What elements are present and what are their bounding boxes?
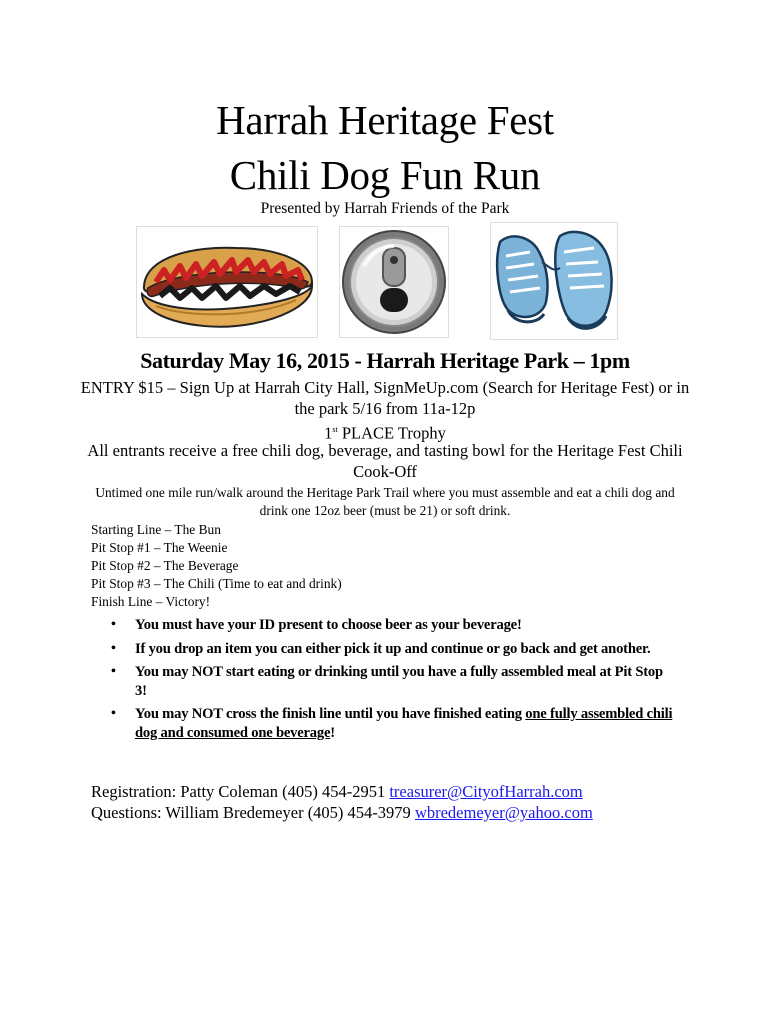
rule-item <box>108 663 678 700</box>
list-item: Pit Stop #3 – The Chili (Time to eat and drink) <box>91 576 342 591</box>
rule-text: If you drop an item you can either pick it up and continue or go back and get another. <box>135 640 651 657</box>
rule-item <box>108 616 678 635</box>
run-description: Untimed one mile run/walk around the Heritage Park Trail where you must assemble and eat a chili dog and drink one 12oz beer (must be 21) or soft drink. <box>95 485 675 518</box>
pit-stop-list <box>91 521 342 611</box>
list-item: Finish Line – Victory! <box>91 594 211 609</box>
trophy-place-number: 1 <box>324 423 333 443</box>
presented-by: Presented by Harrah Friends of the Park <box>260 200 510 217</box>
soda-can-icon <box>339 226 449 338</box>
bullet-icon: • <box>111 617 116 632</box>
rule-text: You may NOT cross the finish line until you have finished eating <box>135 706 526 722</box>
entry-info: ENTRY $15 – Sign Up at Harrah City Hall, SignMeUp.com (Search for Heritage Fest) or in the park 5/16 from 11a-12p <box>80 378 690 418</box>
entrants-info: All entrants receive a free chili dog, beverage, and tasting bowl for the Heritage Fest Chili Cook-Off <box>87 441 683 481</box>
hotdog-icon <box>136 226 318 338</box>
registration-email-link[interactable]: treasurer@CityofHarrah.com <box>389 782 583 801</box>
list-item: Pit Stop #2 – The Beverage <box>91 558 239 573</box>
rule-text: You may NOT start eating or drinking until you have a fully assembled meal at Pit Stop 3! <box>135 664 663 699</box>
running-shoes-icon <box>490 222 618 340</box>
questions-label: Questions: William Bredemeyer (405) 454-3979 <box>91 803 415 822</box>
bullet-icon: • <box>111 640 116 656</box>
list-item: Pit Stop #1 – The Weenie <box>91 540 228 555</box>
rule-underlined-text: one fully assembled chili dog and consumed one beverage <box>135 706 673 741</box>
bullet-icon: • <box>111 706 116 721</box>
rules-list <box>108 616 678 747</box>
bullet-icon: • <box>111 664 116 679</box>
event-date-line: Saturday May 16, 2015 - Harrah Heritage Park – 1pm <box>140 348 630 373</box>
questions-email-link[interactable]: wbredemeyer@yahoo.com <box>414 803 593 822</box>
title-line-2: Chili Dog Fun Run <box>229 152 541 198</box>
rule-item <box>108 705 678 742</box>
questions-contact <box>91 803 593 823</box>
list-item: Starting Line – The Bun <box>91 522 221 537</box>
title-line-1: Harrah Heritage Fest <box>216 97 554 143</box>
rule-text: You must have your ID present to choose beer as your beverage! <box>135 617 522 633</box>
registration-contact <box>91 782 583 802</box>
rule-item <box>108 640 678 659</box>
trophy-text: PLACE Trophy <box>337 423 446 443</box>
trophy-place-suffix: st <box>332 425 338 434</box>
registration-label: Registration: Patty Coleman (405) 454-2951 <box>91 782 390 801</box>
rule-text-end: ! <box>330 724 335 741</box>
